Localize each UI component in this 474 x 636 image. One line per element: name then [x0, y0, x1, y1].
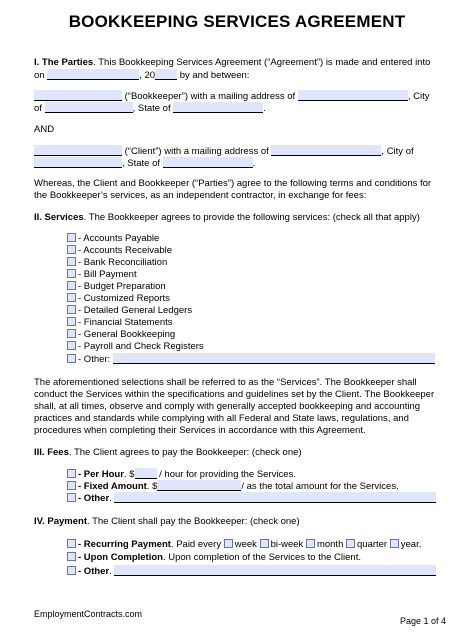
quarter-checkbox[interactable]: [346, 539, 355, 548]
week-label: week: [234, 539, 257, 550]
option-label: - Other:: [78, 354, 111, 365]
client-city-field[interactable]: [34, 157, 122, 168]
option-label: - Accounts Payable: [78, 233, 160, 244]
checkbox[interactable]: [67, 293, 76, 302]
payment-other-field[interactable]: [114, 565, 436, 576]
option-label: - General Bookkeeping: [78, 329, 176, 340]
service-option-bill-payment[interactable]: [67, 269, 137, 281]
whereas-paragraph: Whereas, the Client and Bookkeeper (“Parties”) agree to the following terms and conditions for the Bookkeeper’s services, as an independent contractor, in exchange for fees:: [34, 178, 432, 201]
client-label: (“Client”) with a mailing address of: [124, 146, 269, 157]
period: .: [252, 158, 256, 169]
parties-line-1: [34, 57, 430, 69]
checkbox[interactable]: [67, 281, 76, 290]
option-text: .: [109, 493, 112, 504]
fee-other-field[interactable]: [114, 492, 436, 503]
period: .: [263, 103, 266, 114]
services-intro: [34, 212, 420, 224]
option-label: - Payroll and Check Registers: [78, 341, 204, 352]
and-text: AND: [34, 124, 55, 135]
checkbox[interactable]: [67, 257, 76, 266]
week-checkbox[interactable]: [224, 539, 233, 548]
option-suffix: / as the total amount for the Services.: [241, 481, 399, 492]
parties-intro-text: . This Bookkeeping Services Agreement (“Agreement”) is made and entered into: [93, 57, 431, 68]
checkbox[interactable]: [67, 269, 76, 278]
bookkeeper-line-2: [34, 102, 266, 115]
fees-heading: III. Fees: [34, 447, 69, 458]
option-label: - Other: [78, 493, 110, 504]
bookkeeper-state-field[interactable]: [173, 102, 263, 113]
service-other-field[interactable]: [113, 353, 435, 364]
payment-intro-text: . The Client shall pay the Bookkeeper: (check one): [86, 516, 300, 527]
option-label: - Fixed Amount: [78, 481, 147, 492]
service-option-bank-reconciliation[interactable]: [67, 257, 167, 269]
between-text: by and between:: [179, 70, 250, 81]
city-label: , City: [407, 91, 430, 102]
hourly-rate-field[interactable]: [135, 468, 157, 479]
option-label: - Recurring Payment: [78, 539, 171, 550]
biweek-checkbox[interactable]: [260, 539, 269, 548]
service-option-general-ledgers[interactable]: [67, 305, 192, 317]
checkbox[interactable]: [67, 354, 76, 363]
document-title: BOOKKEEPING SERVICES AGREEMENT: [68, 12, 406, 31]
bookkeeper-name-field[interactable]: [34, 90, 122, 101]
client-name-field[interactable]: [34, 145, 122, 156]
service-option-accounts-receivable[interactable]: [67, 245, 172, 257]
bookkeeper-city-field[interactable]: [45, 102, 133, 113]
year-checkbox[interactable]: [390, 539, 399, 548]
client-address-field[interactable]: [271, 145, 381, 156]
quarter-label: quarter: [357, 539, 388, 550]
on-text: on: [34, 70, 45, 81]
option-label: - Bill Payment: [78, 269, 137, 280]
parties-line-2: [34, 69, 249, 82]
biweek-label: bi-week: [270, 539, 304, 550]
service-option-accounts-payable[interactable]: [67, 233, 159, 245]
checkbox[interactable]: [67, 233, 76, 242]
service-option-financial-statements[interactable]: [67, 317, 173, 329]
checkbox[interactable]: [67, 566, 76, 575]
footer-source: EmploymentContracts.com: [34, 609, 143, 619]
checkbox[interactable]: [67, 317, 76, 326]
agreement-date-field[interactable]: [47, 69, 139, 80]
option-text: . $: [123, 469, 135, 480]
option-label: - Upon Completion: [78, 552, 163, 563]
option-text: . $: [146, 481, 158, 492]
month-checkbox[interactable]: [306, 539, 315, 548]
service-option-payroll[interactable]: [67, 341, 204, 353]
services-intro-text: . The Bookkeeper agrees to provide the following services: (check all that apply): [83, 212, 420, 223]
fixed-amount-field[interactable]: [157, 480, 241, 491]
year-prefix: , 20: [139, 70, 156, 81]
option-text: . Upon completion of the Services to the Client.: [162, 552, 361, 563]
option-label: - Customized Reports: [78, 293, 170, 304]
payment-option-upon-completion[interactable]: [67, 552, 361, 564]
fees-intro-text: . The Client agrees to pay the Bookkeeper: (check one): [68, 447, 302, 458]
option-label: - Detailed General Ledgers: [78, 305, 193, 316]
client-state-field[interactable]: [163, 157, 253, 168]
option-text: .: [109, 566, 112, 577]
option-label: - Budget Preparation: [78, 281, 166, 292]
checkbox[interactable]: [67, 469, 76, 478]
checkbox[interactable]: [67, 341, 76, 350]
page-number: Page 1 of 4: [399, 616, 446, 626]
checkbox[interactable]: [67, 539, 76, 548]
option-label: - Per Hour: [78, 469, 124, 480]
checkbox[interactable]: [67, 245, 76, 254]
service-option-general-bookkeeping[interactable]: [67, 329, 175, 341]
option-suffix: / hour for providing the Services.: [159, 469, 296, 480]
option-label: - Bank Reconciliation: [78, 257, 168, 268]
bookkeeper-address-field[interactable]: [298, 90, 408, 101]
city-of-label: , City of: [381, 146, 414, 157]
payment-intro: [34, 516, 300, 528]
client-state-label: , State of: [122, 158, 161, 169]
of-text: of: [34, 103, 42, 114]
payment-option-other[interactable]: [67, 565, 436, 578]
fee-option-other[interactable]: [67, 492, 436, 505]
payment-option-recurring[interactable]: [67, 539, 421, 551]
services-description: The aforementioned selections shall be referred to as the “Services”. The Bookkeeper shall conduct the Services within the specifications and guidelines set by the Client. The Bookkeeper shall, at all times, observe and comply with generally accepted bookkeeping and accounting practices and standards while complying with all Federal and State laws, regulations, and procedures when completing their Services in accordance with this Agreement.: [34, 377, 435, 436]
option-text: . Paid every: [170, 539, 222, 550]
checkbox[interactable]: [67, 481, 76, 490]
checkbox[interactable]: [67, 329, 76, 338]
checkbox[interactable]: [67, 305, 76, 314]
option-label: - Financial Statements: [78, 317, 173, 328]
service-option-customized-reports[interactable]: [67, 293, 170, 305]
bookkeeper-label: (“Bookkeeper”) with a mailing address of: [124, 91, 296, 102]
option-label: - Other: [78, 566, 110, 577]
client-line-2: [34, 157, 255, 170]
month-label: month: [316, 539, 344, 550]
year-label: year.: [400, 539, 422, 550]
service-option-other[interactable]: [67, 353, 435, 366]
payment-heading: IV. Payment: [34, 516, 87, 527]
fees-intro: [34, 447, 302, 459]
services-heading: II. Services: [34, 212, 84, 223]
agreement-year-field[interactable]: [155, 69, 177, 80]
checkbox[interactable]: [67, 552, 76, 561]
service-option-budget-preparation[interactable]: [67, 281, 166, 293]
state-label: , State of: [132, 103, 171, 114]
checkbox[interactable]: [67, 493, 76, 502]
option-label: - Accounts Receivable: [78, 245, 172, 256]
parties-heading: I. The Parties: [34, 57, 94, 68]
